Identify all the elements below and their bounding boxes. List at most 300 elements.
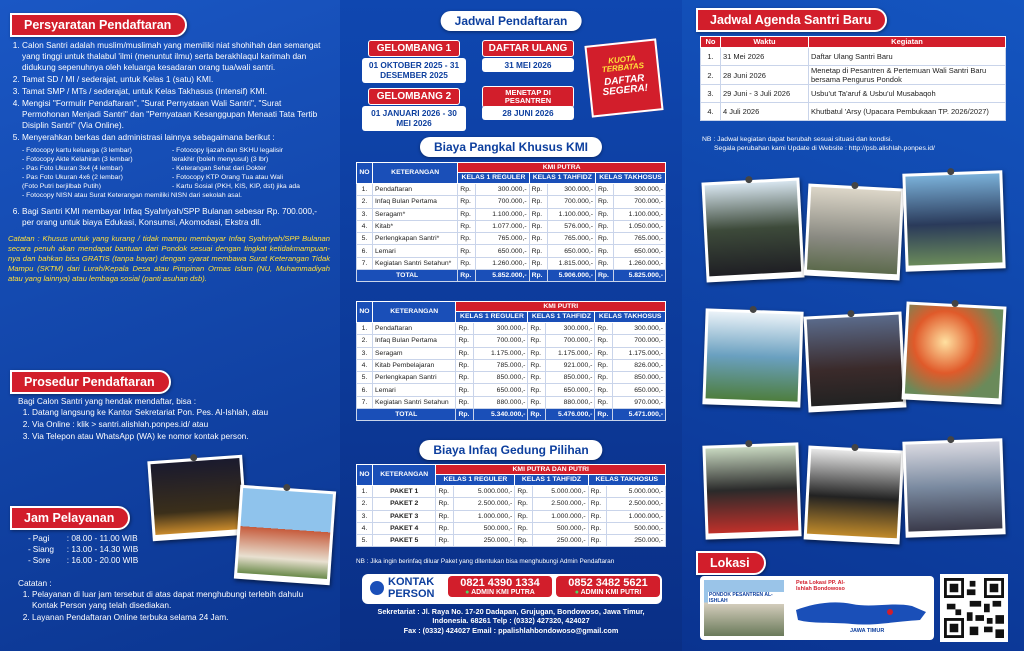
rp-label: Rp. — [456, 347, 474, 359]
kuota-badge — [584, 38, 663, 117]
rp-label: Rp. — [528, 359, 546, 371]
qr-code-icon — [944, 578, 1004, 638]
col-no: NO — [357, 163, 373, 184]
agenda-row — [701, 48, 1006, 66]
agenda-waktu: 28 Juni 2026 — [721, 66, 809, 85]
putri-label: KMI PUTRI — [456, 302, 666, 312]
row-value: 1.175.000,- — [546, 347, 595, 359]
col-waktu: Waktu — [721, 37, 809, 48]
col-reg: KELAS 1 REGULER — [456, 312, 528, 322]
agenda-nb-1: NB : Jadwal kegiatan dapat berubah sesuai situasi dan kondisi. — [702, 136, 893, 143]
doc-item: - Fotocopy kartu keluarga (3 lembar) — [22, 147, 132, 155]
rp-label: Rp. — [528, 322, 546, 334]
rp-label: Rp. — [596, 183, 614, 195]
row-value: 700.000,- — [474, 335, 528, 347]
photo-ceremony — [702, 308, 803, 407]
row-value: 300.000,- — [613, 322, 666, 334]
agenda-kegiatan: Menetap di Pesantren & Pertemuan Wali Santri Baru bersama Pengurus Pondok — [809, 66, 1006, 85]
row-value: 650.000,- — [547, 245, 595, 257]
phone-putri[interactable]: 0852 3482 5621 — [568, 577, 648, 589]
phone-icon — [370, 581, 384, 595]
gelombang-1-date: 01 OKTOBER 2025 - 31 DESEMBER 2025 — [362, 58, 466, 83]
agenda-table — [700, 36, 1006, 121]
table-row — [357, 208, 666, 220]
col-reg: KELAS 1 REGULER — [436, 475, 515, 485]
agenda-header: Jadwal Agenda Santri Baru — [696, 8, 887, 32]
table-row — [357, 322, 666, 334]
row-value: 850.000,- — [546, 372, 595, 384]
row-no: 3. — [357, 347, 373, 359]
table-row — [357, 245, 666, 257]
agenda-waktu: 29 Juni - 3 Juli 2026 — [721, 85, 809, 103]
rp-label: Rp. — [458, 208, 476, 220]
row-label: Pendaftaran — [373, 183, 458, 195]
row-no: 1. — [357, 183, 373, 195]
col-tak: KELAS TAKHOSUS — [588, 475, 665, 485]
row-label: Seragam* — [373, 208, 458, 220]
gelombang-2-date: 01 JANUARI 2026 - 30 MEI 2026 — [362, 106, 466, 131]
row-no: 5. — [357, 535, 373, 547]
row-label: Seragam — [373, 347, 456, 359]
rp-label: Rp. — [456, 384, 474, 396]
row-no: 4. — [357, 359, 373, 371]
gelombang-1: GELOMBANG 1 — [368, 40, 460, 57]
left-panel — [0, 0, 340, 651]
prosedur-item: 1. Datang langsung ke Kantor Sekretariat Pon. Pes. Al-Ishlah, atau — [32, 407, 330, 418]
rp-label: Rp. — [588, 535, 606, 547]
agenda-nb — [702, 136, 935, 154]
col-reg: KELAS 1 REGULER — [458, 173, 529, 183]
row-value: 700.000,- — [614, 196, 666, 208]
infaq-table — [356, 464, 666, 547]
row-value: 650.000,- — [474, 384, 528, 396]
row-no: 7. — [357, 396, 373, 408]
col-no: NO — [357, 302, 373, 323]
daftar-ulang-date: 31 MEI 2026 — [482, 58, 574, 72]
col-tah: KELAS 1 TAHFIDZ — [529, 173, 595, 183]
row-value: 1.000.000,- — [533, 510, 588, 522]
sekretariat-fax: Fax : (0332) 424027 Email : ppalishlahbondowoso@gmail.com — [403, 625, 619, 635]
row-value: 650.000,- — [476, 245, 529, 257]
row-value: 1.077.000,- — [476, 220, 529, 232]
right-panel — [682, 0, 1024, 651]
whatsapp-icon: ● — [465, 589, 470, 596]
sekretariat — [370, 607, 652, 635]
req-5: 5. Menyerahkan berkas dan administrasi lainnya sebagaimana berikut : — [22, 132, 330, 143]
agenda-no: 3. — [701, 85, 721, 103]
row-label: PAKET 5 — [373, 535, 436, 547]
rp-label: Rp. — [436, 510, 454, 522]
col-kegiatan: Kegiatan — [809, 37, 1006, 48]
row-value: 1.100.000,- — [476, 208, 529, 220]
photo-speech — [804, 312, 907, 413]
rp-label: Rp. — [515, 498, 533, 510]
row-no: 2. — [357, 335, 373, 347]
rp-label: Rp. — [529, 220, 547, 232]
req-6: 6. Bagi Santri KMI membayar Infaq Syahriyah/SPP Bulanan sebesar Rp. 700.000,- per orang untuk biaya Edukasi, Konsumsi, Akomodasi, Ekstra dll. — [22, 206, 330, 228]
rp-label: Rp. — [436, 498, 454, 510]
rp-label: Rp. — [595, 384, 613, 396]
row-no: 5. — [357, 233, 373, 245]
rp-label: Rp. — [515, 535, 533, 547]
photo-students — [702, 442, 801, 539]
doc-item: - Pas Foto Ukuran 4x6 (2 lembar) — [22, 173, 123, 181]
map-region: JAWA TIMUR — [850, 628, 885, 634]
row-value: 300.000,- — [474, 322, 528, 334]
row-value: 5.000.000,- — [606, 485, 665, 497]
jam-row: - Siang : 13.00 - 14.30 WIB — [28, 543, 139, 554]
infaq-label: KMI PUTRA DAN PUTRI — [436, 465, 666, 475]
total-row — [357, 409, 666, 421]
doc-item: - Fotocopy NISN atau Surat Keterangan memiliki NISN dari sekolah asal. — [22, 191, 242, 199]
row-value: 300.000,- — [614, 183, 666, 195]
total-row — [357, 270, 666, 282]
total-label: TOTAL — [357, 270, 458, 282]
col-tak: KELAS TAKHOSUS — [596, 173, 666, 183]
col-ket: KETERANGAN — [373, 163, 458, 184]
row-value: 970.000,- — [613, 396, 666, 408]
col-tak: KELAS TAKHOSUS — [595, 312, 666, 322]
row-no: 3. — [357, 208, 373, 220]
jam-catatan-label: Catatan : — [18, 578, 52, 588]
row-value: 250.000,- — [606, 535, 665, 547]
table-row — [357, 396, 666, 408]
row-value: 250.000,- — [533, 535, 588, 547]
daftar-segera-text: DAFTAR SEGERA! — [602, 72, 649, 99]
row-label: Pendaftaran — [373, 322, 456, 334]
col-ket: KETERANGAN — [373, 465, 436, 486]
row-no: 1. — [357, 322, 373, 334]
rp-label: Rp. — [528, 372, 546, 384]
agenda-waktu: 4 Juli 2026 — [721, 103, 809, 121]
row-value: 700.000,- — [547, 196, 595, 208]
total-value: 5.825.000,- — [614, 270, 666, 282]
jadwal-header: Jadwal Pendaftaran — [441, 11, 582, 31]
rp-label: Rp. — [456, 372, 474, 384]
rp-label: Rp. — [595, 335, 613, 347]
sekretariat-address: Sekretariat : Jl. Raya No. 17-20 Dadapan, Grujugan, Bondowoso, Jawa Timur, Indonesia. 68261 Telp : (0332) 427320, 424027 — [377, 607, 645, 626]
rp-label: Rp. — [595, 372, 613, 384]
doc-item: (Foto Putri berjilbab Putih) — [22, 182, 101, 190]
rp-label: Rp. — [529, 196, 547, 208]
rp-label: Rp. — [595, 409, 613, 421]
biaya-header: Biaya Pangkal Khusus KMI — [420, 137, 602, 157]
table-row — [357, 335, 666, 347]
jam-row: - Pagi : 08.00 - 11.00 WIB — [28, 533, 138, 543]
rp-label: Rp. — [458, 196, 476, 208]
rp-label: Rp. — [515, 485, 533, 497]
table-row — [357, 183, 666, 195]
col-tah: KELAS 1 TAHFIDZ — [515, 475, 588, 485]
rp-label: Rp. — [596, 196, 614, 208]
rp-label: Rp. — [458, 270, 476, 282]
table-row — [357, 522, 666, 534]
table-row — [357, 233, 666, 245]
rp-label: Rp. — [515, 510, 533, 522]
location-pin-icon — [887, 609, 893, 615]
row-value: 1.175.000,- — [613, 347, 666, 359]
row-value: 500.000,- — [533, 522, 588, 534]
rp-label: Rp. — [458, 233, 476, 245]
rp-label: Rp. — [596, 245, 614, 257]
row-value: 300.000,- — [547, 183, 595, 195]
table-row — [357, 220, 666, 232]
kontak-putri[interactable] — [556, 576, 660, 597]
photo-graduate — [804, 446, 905, 545]
table-row — [357, 372, 666, 384]
table-row — [357, 485, 666, 497]
rp-label: Rp. — [596, 220, 614, 232]
row-value: 1.100.000,- — [547, 208, 595, 220]
table-row — [357, 196, 666, 208]
row-no: 4. — [357, 522, 373, 534]
kontak-putra[interactable] — [448, 576, 552, 597]
row-label: PAKET 1 — [373, 485, 436, 497]
row-no: 2. — [357, 498, 373, 510]
table-row — [357, 384, 666, 396]
rp-label: Rp. — [529, 183, 547, 195]
row-no: 4. — [357, 220, 373, 232]
jam-header: Jam Pelayanan — [10, 506, 130, 530]
row-value: 785.000,- — [474, 359, 528, 371]
col-no: NO — [357, 465, 373, 486]
photo-fire — [902, 301, 1007, 404]
prosedur-intro: Bagi Calon Santri yang hendak mendaftar, bisa : — [18, 396, 197, 406]
row-no: 6. — [357, 384, 373, 396]
jam-list — [28, 533, 168, 566]
row-value: 880.000,- — [546, 396, 595, 408]
row-label: PAKET 2 — [373, 498, 436, 510]
rp-label: Rp. — [456, 322, 474, 334]
row-value: 500.000,- — [606, 522, 665, 534]
kontak-label — [370, 577, 434, 600]
pondok-sign: PONDOK PESANTREN AL-ISHLAH — [708, 592, 784, 604]
row-value: 700.000,- — [546, 335, 595, 347]
rp-label: Rp. — [588, 522, 606, 534]
doc-item: - Pas Foto Ukuran 3x4 (4 lembar) — [22, 165, 123, 173]
row-value: 5.000.000,- — [454, 485, 515, 497]
row-value: 2.500.000,- — [533, 498, 588, 510]
jam-row: - Sore : 16.00 - 20.00 WIB — [28, 554, 139, 565]
rp-label: Rp. — [528, 335, 546, 347]
row-label: Infaq Bulan Pertama — [373, 196, 458, 208]
daftar-ulang: DAFTAR ULANG — [482, 40, 574, 57]
rp-label: Rp. — [529, 270, 547, 282]
rp-label: Rp. — [458, 220, 476, 232]
agenda-waktu: 31 Mei 2026 — [721, 48, 809, 66]
doc-item: - Keterangan Sehat dari Dokter — [172, 165, 267, 173]
row-label: Kitab* — [373, 220, 458, 232]
agenda-kegiatan: Usbu'ut Ta'aruf & Usbu'ul Musabaqoh — [809, 85, 1006, 103]
row-label: Kegiatan Santri Setahun* — [373, 257, 458, 269]
qr-code[interactable] — [940, 574, 1008, 642]
rp-label: Rp. — [456, 335, 474, 347]
rp-label: Rp. — [529, 208, 547, 220]
row-value: 1.175.000,- — [474, 347, 528, 359]
rp-label: Rp. — [529, 245, 547, 257]
row-value: 850.000,- — [613, 372, 666, 384]
photo-night-building — [147, 455, 247, 541]
total-value: 5.476.000,- — [546, 409, 595, 421]
row-value: 2.500.000,- — [606, 498, 665, 510]
agenda-nb-2: Segala perubahan kami Update di Website : http://psb.alishlah.ponpes.id/ — [714, 144, 935, 152]
agenda-row — [701, 66, 1006, 85]
rp-label: Rp. — [595, 347, 613, 359]
row-value: 500.000,- — [454, 522, 515, 534]
rp-label: Rp. — [458, 245, 476, 257]
row-label: Lemari — [373, 384, 456, 396]
rp-label: Rp. — [588, 485, 606, 497]
map-title: Peta Lokasi PP. Al-Ishlah Bondowoso — [796, 580, 845, 593]
doc-item: - Fotocopy KTP Orang Tua atau Wali — [172, 173, 284, 181]
prosedur-list — [18, 396, 330, 443]
total-value: 5.471.000,- — [613, 409, 666, 421]
rp-label: Rp. — [596, 233, 614, 245]
agenda-row — [701, 103, 1006, 121]
row-value: 300.000,- — [476, 183, 529, 195]
row-label: Perlengkapan Santri — [373, 372, 456, 384]
row-value: 700.000,- — [613, 335, 666, 347]
row-value: 1.000.000,- — [606, 510, 665, 522]
rp-label: Rp. — [456, 409, 474, 421]
docs-list — [22, 147, 330, 200]
agenda-no: 1. — [701, 48, 721, 66]
row-no: 5. — [357, 372, 373, 384]
phone-putra[interactable]: 0821 4390 1334 — [460, 577, 540, 589]
row-value: 650.000,- — [614, 245, 666, 257]
table-row — [357, 535, 666, 547]
row-value: 826.000,- — [613, 359, 666, 371]
row-value: 1.815.000,- — [547, 257, 595, 269]
admin-putri: ● ADMIN KMI PUTRI — [574, 589, 642, 596]
photo-stage — [902, 170, 1005, 271]
rp-label: Rp. — [458, 257, 476, 269]
total-value: 5.906.000,- — [547, 270, 595, 282]
jam-note: 1. Pelayanan di luar jam tersebut di atas dapat menghubungi terlebih dahulu Kontak Person yang telah disediakan. — [32, 589, 330, 611]
rp-label: Rp. — [529, 257, 547, 269]
rp-label: Rp. — [528, 409, 546, 421]
admin-putra: ● ADMIN KMI PUTRA — [465, 589, 535, 596]
row-no: 7. — [357, 257, 373, 269]
rp-label: Rp. — [588, 498, 606, 510]
total-label: TOTAL — [357, 409, 456, 421]
persyaratan-list — [8, 40, 330, 284]
row-label: Infaq Bulan Pertama — [373, 335, 456, 347]
row-label: PAKET 4 — [373, 522, 436, 534]
prosedur-header: Prosedur Pendaftaran — [10, 370, 171, 394]
rp-label: Rp. — [596, 270, 614, 282]
table-row — [357, 359, 666, 371]
doc-item: - Kartu Sosial (PKH, KIS, KIP, dst) jika ada — [172, 182, 300, 190]
catatan-spp: Catatan : Khusus untuk yang kurang / tidak mampu membayar Infaq Syahriyah/SPP Bulanan secara penuh akan mendapat bantuan dari Pondok sesuai dengan tingkat ketidakmampuan-nya dan bahkan bisa GRATIS (tanpa bayar) dengan syarat membawa Surat Keterangan Tidak Mampu (SKTM) dari Lurah/Kepala Desa atau Pimpinan Ormas Islam (NU, Muhammadiyah atau yang lainnya) atau lembaga sosial (panti asuhan dsb). — [8, 234, 330, 284]
table-row — [357, 257, 666, 269]
photo-field — [804, 184, 905, 281]
table-row — [357, 510, 666, 522]
row-value: 1.050.000,- — [614, 220, 666, 232]
rp-label: Rp. — [458, 183, 476, 195]
infaq-header: Biaya Infaq Gedung Pilihan — [419, 440, 602, 460]
pondok-photo — [704, 580, 784, 636]
row-label: Kitab Pembelajaran — [373, 359, 456, 371]
gelombang-2: GELOMBANG 2 — [368, 88, 460, 105]
infaq-nb: NB : Jika ingin berinfaq diluar Paket yang ditentukan bisa menghubungi Admin Pendaftaran — [356, 558, 615, 565]
row-no: 3. — [357, 510, 373, 522]
menetap: MENETAP DI PESANTREN — [482, 86, 574, 108]
doc-item: terakhir (boleh menyusul) (3 lbr) — [172, 156, 269, 164]
lokasi-map[interactable] — [700, 576, 934, 640]
doc-item: - Fotocopy Akte Kelahiran (3 lembar) — [22, 156, 133, 164]
row-no: 6. — [357, 245, 373, 257]
row-value: 850.000,- — [474, 372, 528, 384]
req-4: 4. Mengisi "Formulir Pendaftaran", "Surat Pernyataan Wali Santri", "Surat Permohonan Menjadi Santri" dan "Pernyataan Kesanggupan Menaati Tata Tertib Disiplin Santri" (Via Online). — [22, 98, 330, 131]
kontak-label-2: PERSON — [388, 587, 435, 600]
row-value: 2.500.000,- — [454, 498, 515, 510]
agenda-row — [701, 85, 1006, 103]
agenda-no: 2. — [701, 66, 721, 85]
persyaratan-header: Persyaratan Pendaftaran — [10, 13, 187, 37]
row-value: 1.100.000,- — [614, 208, 666, 220]
row-value: 1.260.000,- — [476, 257, 529, 269]
rp-label: Rp. — [595, 396, 613, 408]
row-value: 250.000,- — [454, 535, 515, 547]
total-value: 5.340.000,- — [474, 409, 528, 421]
rp-label: Rp. — [596, 257, 614, 269]
agenda-kegiatan: Daftar Ulang Santri Baru — [809, 48, 1006, 66]
req-1: 1. Calon Santri adalah muslim/muslimah yang memiliki niat shohihah dan semangat yang tinggi untuk thalabul 'ilmi (menuntut ilmu) serta berakhlaqul karimah dan didukung sepenuhnya oleh keluarga kesadaran orang tua/wali santri. — [22, 40, 330, 73]
rp-label: Rp. — [456, 359, 474, 371]
rp-label: Rp. — [595, 359, 613, 371]
col-no: No — [701, 37, 721, 48]
menetap-date: 28 JUNI 2026 — [482, 106, 574, 120]
row-value: 765.000,- — [476, 233, 529, 245]
prosedur-item: 3. Via Telepon atau WhatsApp (WA) ke nomor kontak person. — [32, 431, 330, 442]
rp-label: Rp. — [528, 347, 546, 359]
row-value: 650.000,- — [546, 384, 595, 396]
photo-mosque — [234, 485, 336, 585]
row-label: PAKET 3 — [373, 510, 436, 522]
rp-label: Rp. — [528, 396, 546, 408]
row-label: Kegiatan Santri Setahun — [373, 396, 456, 408]
jam-catatan — [18, 578, 330, 624]
docs-right — [172, 147, 300, 200]
middle-panel — [340, 0, 682, 651]
doc-item: - Fotocopy Ijazah dan SKHU legalisir — [172, 147, 284, 155]
putra-label: KMI PUTRA — [458, 163, 666, 173]
row-value: 765.000,- — [614, 233, 666, 245]
row-value: 765.000,- — [547, 233, 595, 245]
kuota-text: KUOTA TERBATAS — [601, 53, 645, 75]
table-row — [357, 498, 666, 510]
row-value: 300.000,- — [546, 322, 595, 334]
row-value: 576.000,- — [547, 220, 595, 232]
col-ket: KETERANGAN — [373, 302, 456, 323]
req-2: 2. Tamat SD / MI / sederajat, untuk Kelas 1 (satu) KMI. — [22, 74, 330, 85]
agenda-kegiatan: Khutbatul 'Arsy (Upacara Pembukaan TP. 2026/2027) — [809, 103, 1006, 121]
rp-label: Rp. — [436, 485, 454, 497]
rp-label: Rp. — [456, 396, 474, 408]
kontak-label-1: KONTAK — [388, 576, 435, 588]
rp-label: Rp. — [436, 522, 454, 534]
photo-hall — [902, 438, 1005, 537]
row-value: 1.000.000,- — [454, 510, 515, 522]
row-no: 2. — [357, 196, 373, 208]
row-no: 1. — [357, 485, 373, 497]
row-value: 650.000,- — [613, 384, 666, 396]
table-row — [357, 347, 666, 359]
rp-label: Rp. — [588, 510, 606, 522]
prosedur-item: 2. Via Online : klik > santri.alishlah.ponpes.id/ atau — [32, 419, 330, 430]
row-value: 880.000,- — [474, 396, 528, 408]
